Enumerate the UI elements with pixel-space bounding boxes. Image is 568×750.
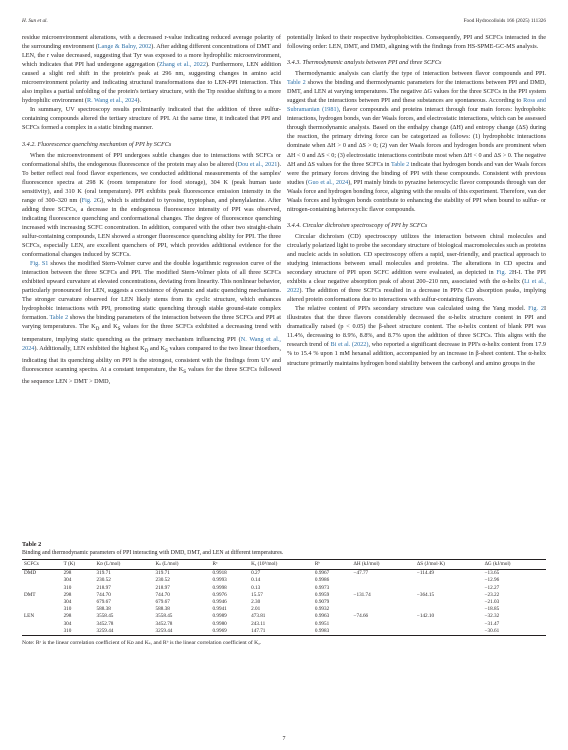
paragraph: Circular dichroism (CD) spectroscopy utilizes the interaction between chiral molecules and circularly polarized light to probe the secondary structure of biological macromolecules such as proteins and nucleic acids in solution. CD spectroscopy offers a rapid, user-friendly, and practical approach to studying interactions between small molecules and proteins. The alterations in CD spectra and secondary structure of PPI upon SCFC addition were evaluated, as depicted in Fig. 2H-I. The PPI exhibits a clear negative absorption peak of about 200–210 nm, associated with the α-helix (Li et al., 2022). The addition of three SCFCs resulted in a decrease in PPI's CD absorption peaks, implying altered protein conformations due to interactions with sulfur-containing flavors.: [287, 232, 546, 304]
table-2-block: [22, 541, 546, 647]
table-cell: −12.96: [484, 577, 500, 584]
table-cell: −114.49: [416, 570, 434, 577]
citation-link[interactable]: Guo et al., 2024: [307, 178, 349, 186]
table-cell: 0.9079: [314, 599, 330, 606]
table-cell: 744.70: [96, 591, 111, 598]
table-cell: [415, 621, 483, 628]
table-note: Note: Rᵃ is the linear correlation coefficient of Kᴅ and Kₛ, and Rᵇ is the linear correlation coefficient of Kₐ.: [22, 640, 262, 647]
table-cell: 298: [63, 591, 72, 598]
table-cell: [415, 585, 483, 592]
table-cell: 0.9951: [314, 620, 330, 627]
table-cell: 147.71: [251, 627, 266, 634]
figure-link[interactable]: Fig. 2: [528, 305, 544, 313]
table-row: [22, 570, 546, 578]
table-row: [22, 621, 546, 628]
table-cell: 218.97: [155, 584, 170, 591]
table-cell: 0.9967: [314, 570, 330, 577]
table-cell: −30.61: [484, 627, 500, 634]
table-row: [22, 613, 546, 620]
paragraph: residue microenvironment alterations, with a decreased r-value indicating reduced average polarity of the surrounding environment (Lange & Balny, 2002). After adding different concentrations of DMT and LEN, the r value decreased, suggesting that Tyr was exposed to a more hydrophilic microenvironment, which indicates that PPI had undergone aggregation (Zhang et al., 2022). Furthermore, LEN addition caused a slight red shift in the protein's peak at 296 nm, suggesting changes in amino acid microenvironment polarity and indicating structural transformations due to LEN-PPI interaction. This also implies a partial unfolding of the protein's tertiary structure, with the Trp residue shifting to a more hydrophilic environment (R. Wang et al., 2024).: [22, 34, 282, 105]
table-cell: [415, 599, 483, 606]
table-cell: 319.71: [155, 570, 170, 577]
table-cell: 0.9998: [212, 584, 227, 591]
table-cell: 0.9959: [314, 591, 330, 598]
section-heading: 3.4.3. Thermodynamic analysis between PPI and three SCFCs: [287, 59, 442, 67]
table-cell: 473.81: [251, 613, 266, 620]
table-cell: [22, 599, 62, 606]
table-cell: [22, 606, 62, 613]
table-cell: 230.52: [155, 577, 170, 584]
table-cell: −13.65: [484, 570, 500, 577]
table-cell: 3259.44: [155, 627, 173, 634]
table-row: [22, 585, 546, 592]
table-cell: 0.9946: [212, 599, 227, 606]
table-cell: 218.97: [96, 584, 111, 591]
paragraph: The relative content of PPI's secondary structure was calculated using the Yang model. Fig. 2I illustrates that the three flavors considerably decreased the α-helix structure content in PPI and dramatically raised (p < 0.05) the β-sheet structure content. The α-helix content of blank PPI was 11.4%, decreasing to 8.9%, 8.8%, and 8.7% upon the addition of three SCFCs. This aligns with the research trend of Bi et al. (2022), who reported a significant decrease in PPI's α-helix content from 17.9 % to 15.4 % upon 1 mM hexanal addition, accompanied by an increase in β-sheet content. The α-helix structure primarily maintains hydrogen bond stability between the carbonyl and amino groups in the: [287, 305, 546, 367]
left-column: [22, 33, 281, 386]
table-cell: 0.9963: [314, 613, 330, 620]
table-row: [22, 599, 546, 606]
table-cell: 0.9941: [212, 606, 227, 613]
table-cell: −21.03: [484, 599, 500, 606]
table-cell: 0.9976: [212, 591, 227, 598]
table-cell: [352, 621, 415, 628]
table-title: Table 2: [22, 541, 42, 548]
citation-link[interactable]: Zhang et al., 2022: [159, 61, 206, 69]
header-journal: Food Hydrocolloids 166 (2025) 111326: [463, 18, 546, 24]
table-cell: 679.67: [96, 599, 111, 606]
figure-link[interactable]: Fig. 2: [496, 269, 512, 277]
table-cell: [415, 628, 483, 636]
table-header-cell: Kᴅ (L/mol): [96, 561, 121, 567]
table-header-cell: Rᵃ: [212, 561, 218, 567]
table-cell: 2.01: [251, 606, 261, 613]
table-cell: 230.52: [96, 577, 111, 584]
section-heading: 3.4.2. Fluorescence quenching mechanism of PPI by SCFCs: [22, 140, 172, 148]
table-cell: −31.47: [484, 620, 500, 627]
table-cell: 310: [63, 584, 72, 591]
table-cell: −23.22: [484, 591, 500, 598]
table-cell: 3452.78: [96, 620, 114, 627]
table-header-cell: SCFCs: [24, 561, 39, 567]
table-cell: 3558.45: [155, 613, 173, 620]
table-row: [22, 592, 546, 599]
citation-link[interactable]: R. Wang et al., 2024: [86, 97, 138, 105]
table-cell: [352, 599, 415, 606]
table-cell: 304: [63, 577, 72, 584]
table-cell: 298: [63, 613, 72, 620]
table-cell: [22, 628, 62, 636]
table-header-cell: ΔH (kJ/mol): [353, 561, 380, 567]
table-cell: 679.67: [155, 599, 170, 606]
table-cell: −12.27: [484, 584, 500, 591]
table-link[interactable]: Table 2: [390, 160, 410, 168]
table-header-cell: Kₛ (L/mol): [155, 561, 179, 567]
table-cell: −131.74: [353, 591, 371, 598]
table-cell: 0.9980: [212, 620, 227, 627]
table-cell: DMD: [24, 570, 37, 577]
table-cell: 0.13: [251, 584, 261, 591]
table-cell: 0.9918: [212, 570, 227, 577]
table-cell: [352, 577, 415, 584]
table-cell: 310: [63, 627, 72, 634]
table-cell: 744.70: [155, 591, 170, 598]
table-header-cell: Kₐ (10³/mol): [251, 561, 278, 567]
table-cell: 0.9986: [314, 577, 330, 584]
table-cell: [352, 628, 415, 636]
table-header-cell: T (K): [63, 561, 76, 567]
table-row: [22, 606, 546, 613]
table-cell: 298: [63, 570, 72, 577]
paragraph: When the microenvironment of PPI undergoes subtle changes due to interactions with SCFCs or conformational shifts, the endogenous fluorescence of the protein may also be altered (Dou et al., 2021). To better reflect real food flavor experiences, we conducted additional measurements of the samples' fluorescence spectra at 298 K (room temperature for food storage), 304 K (peak human taste sensitivity), and 310 K (oral temperature). PPI exhibits peak fluorescence emission intensity in the range of 300–320 nm (Fig. 2G), which is attributed to tyrosine, tryptophan, and phenylalanine. After adding three SCFCs, a decrease in the endogenous fluorescence intensity of PPI was observed, indicating fluorescence quenching and conformational changes. The degree of fluorescence quenching increased with increasing SCFC concentration. In addition, compared with the other two straight-chain sulfur-containing compounds, LEN showed a stronger fluorescence quenching ability for PPI. The three SCFCs, especially LEN, are excellent quenchers of PPI, which provides additional evidence for the conformational changes induced by SCFCs.: [22, 151, 281, 259]
table-row: [22, 577, 546, 584]
table-cell: 15.57: [251, 591, 263, 598]
table-cell: −74.66: [353, 613, 369, 620]
table-cell: 3558.45: [96, 613, 114, 620]
table-cell: 2.30: [251, 599, 261, 606]
citation-link[interactable]: Dou et al., 2021: [237, 160, 278, 168]
table-cell: [22, 577, 62, 584]
table-header-cell: Rᵇ: [314, 561, 320, 567]
table-cell: [352, 585, 415, 592]
citation-link[interactable]: N. Wang et al., 2024: [22, 335, 281, 352]
citation-link[interactable]: Bi et al. (2022): [330, 341, 369, 349]
table-cell: −142.10: [416, 613, 435, 620]
figure-link[interactable]: Fig. S1: [30, 260, 49, 268]
table-cell: 3259.44: [96, 627, 114, 634]
table-cell: [415, 606, 483, 613]
table-row: [22, 628, 546, 636]
table-cell: 0.9969: [212, 627, 227, 634]
table-cell: LEN: [24, 613, 35, 620]
page-number: 7: [282, 736, 286, 742]
table-cell: −364.15: [416, 591, 435, 598]
table-header-row: [22, 560, 546, 570]
paragraph: Fig. S1 shows the modified Stern-Volmer curve and the double logarithmic regression curve of the interaction between the three SCFCs and PPI. The modified Stern-Volmer plots of all three SCFCs exhibited upward curvature at elevated concentrations, deviating from linearity. This nonlinear behavior, particularly pronounced for LEN, suggests a coexistence of dynamic and static quenching mechanisms. The stronger curvature observed for LEN likely stems from its cyclic structure, which enhances hydrophobic interactions with PPI, promoting static quenching through stable ground-state complex formation. Table 2 shows the binding parameters of the interaction between the three SCFCs and PPI at varying temperatures. The $K_D$ and $K_S$ values for the three SCFCs exhibited a decreasing trend with temperature, implying static quenching as the primary mechanism influencing PPI (N. Wang et al., 2024). Additionally, LEN exhibited the highest $K_D$ and $K_S$ values compared to the two linear thioethers, indicating that its quenching ability on PPI is the strongest, consistent with the findings from UV and fluorescence scanning spectra. At a constant temperature, the $K_S$ values for the three SCFCs followed the sequence LEN > DMT > DMD,: [22, 260, 282, 386]
table-caption: Binding and thermodynamic parameters of PPI interacting with DMD, DMT, and LEN at different temperatures.: [22, 550, 284, 556]
binding-parameters-table: [22, 559, 546, 636]
paragraph: In summary, UV spectroscopy results preliminarily indicated that the addition of three sulfur-containing compounds altered the tertiary structure of PPI. At the same time, it indicated that PPI and SCFCs formed a complex in a static binding manner.: [22, 106, 281, 132]
table-cell: [22, 621, 62, 628]
table-link[interactable]: Table 2: [49, 314, 69, 322]
table-cell: −32.32: [484, 613, 500, 620]
header-authors: H. Sun et al.: [22, 18, 48, 24]
table-cell: −47.77: [353, 570, 369, 577]
figure-link[interactable]: Fig. 2: [81, 196, 97, 204]
table-cell: 3452.78: [155, 620, 173, 627]
table-cell: [352, 606, 415, 613]
citation-link[interactable]: Ross and Subramanian (1981): [287, 97, 546, 114]
table-cell: 243.11: [251, 620, 266, 627]
right-column: [287, 33, 546, 368]
table-cell: 0.14: [251, 577, 261, 584]
paragraph: Thermodynamic analysis can clarify the type of interaction between flavor compounds and PPI. Table 2 shows the binding and thermodynamic parameters for the interactions between PPI and DMD, DMT, and LEN at varying temperatures. The negative ΔG values for the three SCFCs in the PPI system suggest that the interactions between PPI and these substances are spontaneous. According to Ross and Subramanian (1981), flavor compounds and proteins interact through four main forces: hydrophobic interactions, hydrogen bonds, van der Waals forces, and electrostatic interactions, which can be assessed through thermodynamic analysis. Based on the enthalpy change (ΔH) and entropy change (ΔS) during the reaction, the primary driving force can be categorized as follows: (1) hydrophobic interactions dominate when ΔH > 0 and ΔS > 0; (2) van der Waals forces and hydrogen bonds are prominent when ΔH < 0 and ΔS < 0; (3) electrostatic interactions contribute most when ΔH < 0 and ΔS > 0. The negative ΔH and ΔS values for the three SCFCs in Table 2 indicate that hydrogen bonds and van der Waals forces were the primary forces driving the binding of PPI with these compounds. Consistent with previous studies (Guo et al., 2024), PPI mainly binds to pyrazine heterocyclic flavor compounds through van der Waals force and hydrogen bonding force, aligning with the results of this experiment. Therefore, van der Waals forces and hydrogen bonds contribute to enhancing the stability of PPI when bound to sulfur- or nitrogen-containing heterocyclic flavor compounds.: [287, 70, 547, 213]
citation-link[interactable]: Lange & Balny, 2002: [97, 43, 152, 51]
table-cell: 588.38: [155, 606, 170, 613]
running-header: [22, 18, 546, 28]
table-cell: 588.38: [96, 606, 111, 613]
table-header-cell: ΔS (J/mol·K): [416, 561, 445, 567]
table-cell: 0.9932: [314, 606, 330, 613]
table-cell: 304: [63, 599, 72, 606]
section-heading: 3.4.4. Circular dichroism spectroscopy of PPI by SCFCs: [287, 221, 428, 229]
table-cell: 319.71: [96, 570, 111, 577]
table-cell: 0.9993: [212, 577, 227, 584]
table-body: [22, 570, 546, 636]
table-cell: 0.9983: [314, 627, 330, 634]
table-cell: 310: [63, 606, 72, 613]
table-cell: DMT: [24, 591, 36, 598]
table-link[interactable]: Table 2: [287, 79, 306, 87]
table-cell: 0.9973: [314, 584, 330, 591]
table-cell: −18.85: [484, 606, 500, 613]
table-cell: 0.9989: [212, 613, 227, 620]
table-cell: 0.27: [251, 570, 261, 577]
table-cell: [415, 577, 483, 584]
table-cell: [22, 585, 62, 592]
paragraph: potentially linked to their respective hydrophobicities. Consequently, PPI and SCFCs interacted in the following order: LEN, DMT, and DMD, aligning with the findings from HS-SPME-GC-MS analysis.: [287, 34, 546, 51]
table-header-cell: ΔG (kJ/mol): [484, 561, 511, 567]
table-cell: 304: [63, 620, 72, 627]
citation-link[interactable]: Li et al., 2022: [287, 278, 546, 295]
